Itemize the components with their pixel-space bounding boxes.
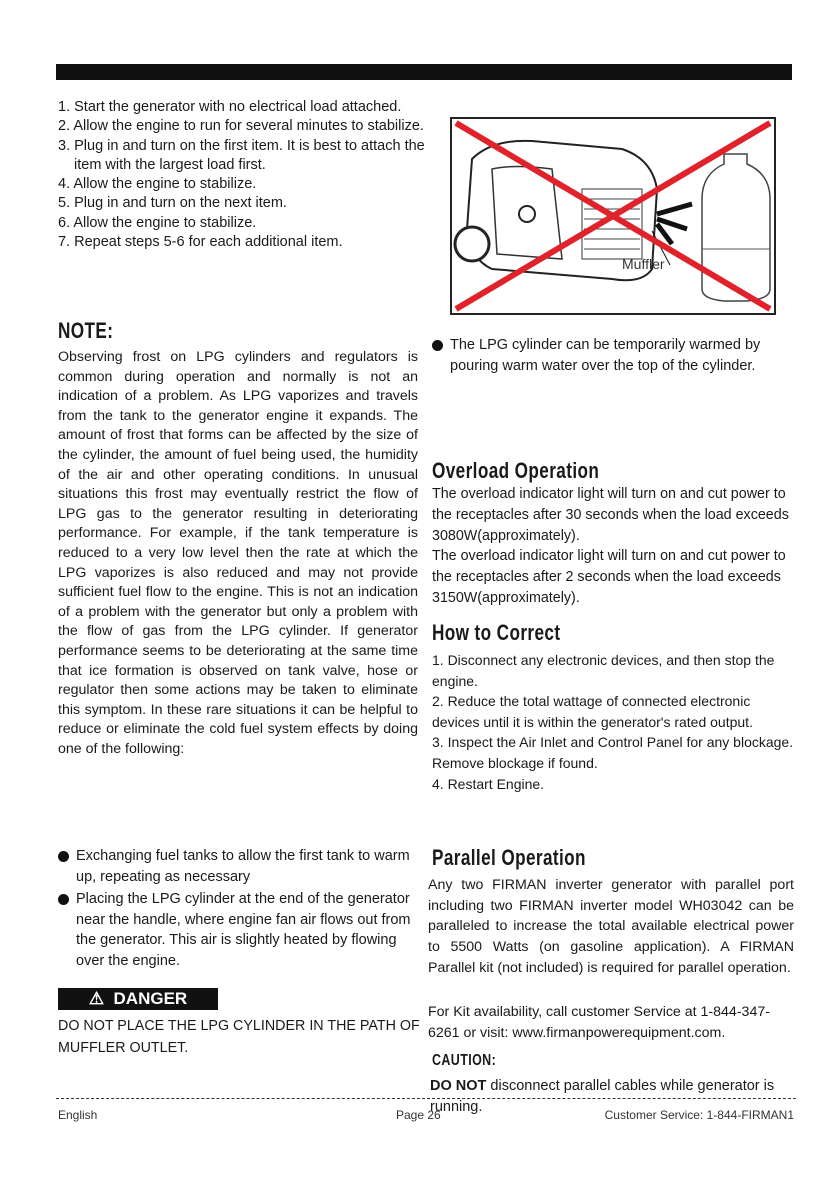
frost-remedies — [58, 846, 420, 973]
caution-heading: CAUTION: — [432, 1052, 497, 1069]
step: 4. Allow the engine to stabilize. — [58, 176, 257, 193]
step: 2. Allow the engine to run for several minutes to stabilize. — [58, 118, 424, 135]
step: 1. Disconnect any electronic devices, and then stop the engine. — [432, 652, 775, 689]
parallel-body: Any two FIRMAN inverter generator with parallel port including two FIRMAN inverter model WH03042 can be paralleled to increase the total available electrical power to 5500 Watts (on gasoline application). A FIRMAN Parallel kit (not included) is required for parallel operation. — [428, 877, 794, 976]
overload-heading: Overload Operation — [432, 458, 600, 483]
bullet-text: Placing the LPG cylinder at the end of the generator near the handle, where engine fan air flows out from the generator. This air is slightly heated by flowing over the engine. — [76, 891, 411, 969]
warning-triangle-icon: ⚠ — [88, 989, 105, 1008]
step: 1. Start the generator with no electrical load attached. — [58, 99, 402, 115]
danger-label — [58, 988, 218, 1010]
correct-heading: How to Correct — [432, 620, 561, 645]
danger-message: DO NOT PLACE THE LPG CYLINDER IN THE PATH OF MUFFLER OUTLET. — [58, 1018, 420, 1056]
list-item — [58, 889, 420, 971]
bullet-text: The LPG cylinder can be temporarily warmed by pouring warm water over the top of the cylinder. — [450, 337, 761, 374]
muffler-label: Muffler — [622, 256, 665, 272]
lpg-muffler-warning-figure — [450, 117, 776, 315]
warm-tip — [432, 335, 797, 376]
footer-divider — [56, 1098, 796, 1099]
bullet-icon — [432, 340, 443, 351]
caution-bold: DO NOT — [430, 1078, 487, 1094]
step: 6. Allow the engine to stabilize. — [58, 214, 257, 231]
step: 2. Reduce the total wattage of connected electronic devices until it is within the generator's rated output. — [432, 693, 753, 730]
overload-line: The overload indicator light will turn on and cut power to the receptacles after 30 seconds when the load exceeds 3080W(approximately). — [432, 486, 789, 544]
parallel-heading: Parallel Operation — [432, 845, 586, 870]
note-body: Observing frost on LPG cylinders and regulators is common during operation and normally is not an indication of a problem. As LPG vaporizes and travels from the tank to the generator engine it expands. The amount of frost that forms can be affected by the size of the cylinder, the amount of fuel being used, the humidity of the air and other operating conditions. In unusual situations this frost may eventually restrict the flow of LPG gas to the generator resulting in deteriorating performance. For example, if the tank temperature is reduced to a very low level then the rate at which the LPG vaporizes is also reduced and may not provide sufficient fuel flow to the engine. This is not an indication of a problem with the generator but only a problem with the flow of gas from the LPG cylinder. If generator performance seems to be deteriorating at the same time that ice formation is observed on tank valve, hose or regulator then some actions may be taken to eliminate this symptom. In these rare situations it can be helpful to reduce or eliminate the cold fuel system effects by doing one of the following: — [58, 349, 418, 757]
overload-lines — [432, 484, 797, 609]
header-bar — [56, 64, 792, 80]
bullet-icon — [58, 894, 69, 905]
list-item — [58, 846, 420, 887]
bullet-icon — [58, 851, 69, 862]
kit-info: For Kit availability, call customer Service at 1-844-347-6261 or visit: www.firmanpowerequipment.com. — [428, 1004, 770, 1041]
footer-page-number: Page 26 — [396, 1108, 441, 1122]
correct-steps — [432, 650, 800, 794]
step: 3. Inspect the Air Inlet and Control Panel for any blockage. Remove blockage if found. — [432, 734, 794, 771]
step: 4. Restart Engine. — [432, 775, 545, 792]
bullet-text: Exchanging fuel tanks to allow the first tank to warm up, repeating as necessary — [76, 848, 410, 885]
step: 5. Plug in and turn on the next item. — [58, 195, 287, 212]
footer-language: English — [58, 1108, 98, 1122]
list-item — [432, 335, 797, 376]
overload-line: The overload indicator light will turn on and cut power to the receptacles after 2 seconds when the load exceeds 3150W(approximately). — [432, 548, 786, 606]
startup-steps — [58, 98, 428, 252]
step: 7. Repeat steps 5-6 for each additional item. — [58, 234, 343, 251]
footer-customer-service: Customer Service: 1-844-FIRMAN1 — [604, 1108, 794, 1122]
danger-text: DANGER — [113, 989, 188, 1008]
note-heading: NOTE: — [58, 318, 114, 343]
generator-illustration — [452, 119, 774, 313]
caution-rest: disconnect parallel cables while generator is running. — [430, 1078, 775, 1115]
step: 3. Plug in and turn on the first item. It is best to attach the item with the largest load first. — [58, 137, 425, 173]
